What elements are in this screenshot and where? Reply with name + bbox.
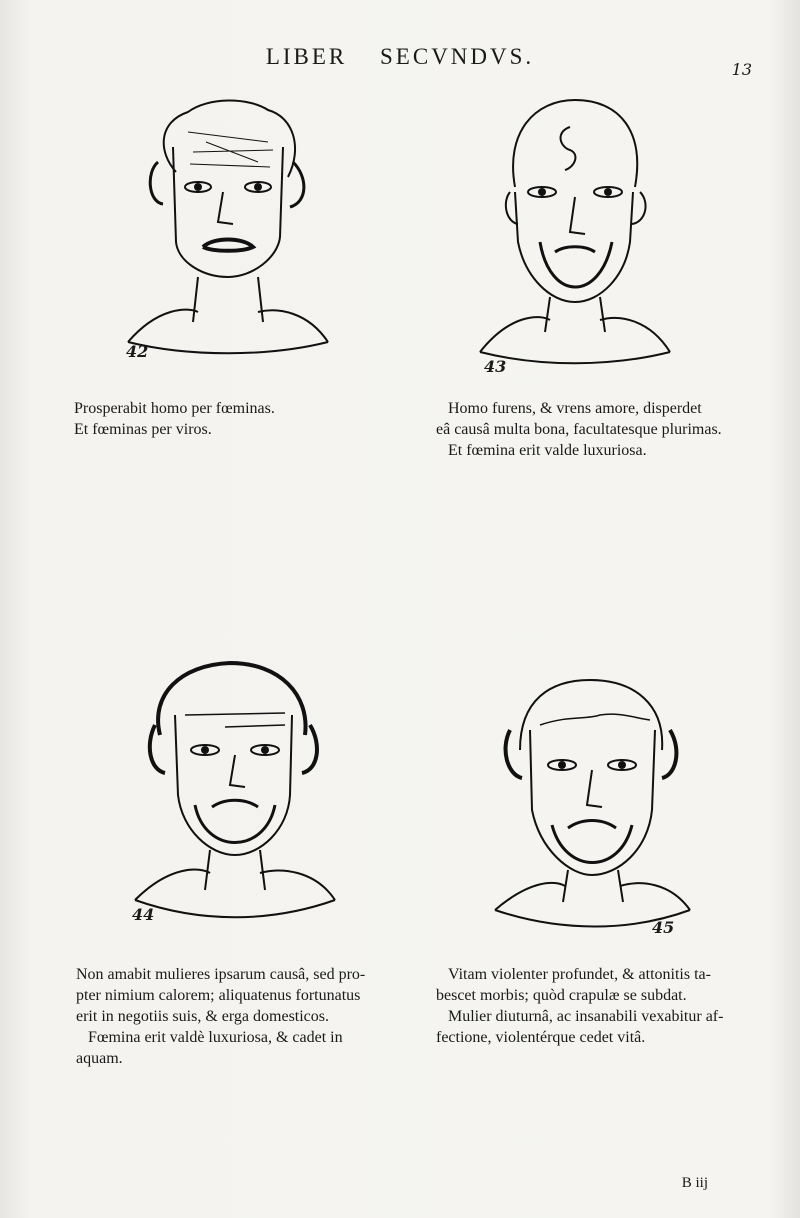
running-head (0, 44, 800, 70)
caption-line: Et fœmina erit valde luxuriosa. (448, 442, 647, 459)
caption-line: fectione, violentérque cedet vitâ. (436, 1029, 646, 1046)
figure-number-44: 44 (132, 905, 155, 924)
figure-number-42: 42 (126, 342, 149, 361)
caption-43 (436, 398, 722, 461)
figure-number-45: 45 (652, 918, 675, 937)
running-head-left: LIBER (265, 44, 348, 69)
portrait-44-icon (130, 655, 340, 925)
signature-mark: B iij (681, 1175, 708, 1191)
caption-line: pter nimium calorem; aliquatenus fortunatus (76, 987, 361, 1004)
portrait-43-icon (470, 92, 680, 367)
caption-line: Prosperabit homo per fœminas. (74, 400, 275, 417)
caption-line: erit in negotiis suis, & erga domesticos. (76, 1008, 330, 1025)
caption-line: Vitam violenter profundet, & attonitis ta- (448, 966, 711, 983)
caption-line: aquam. (76, 1050, 123, 1067)
caption-line: Non amabit mulieres ipsarum causâ, sed pro- (76, 966, 366, 983)
caption-line: Homo furens, & vrens amore, disperdet (448, 400, 702, 417)
caption-45 (436, 964, 723, 1048)
caption-line: Fœmina erit valdè luxuriosa, & cadet in (88, 1029, 343, 1046)
caption-line: Mulier diuturnâ, ac insanabili vexabitur af- (448, 1008, 724, 1025)
caption-42 (74, 398, 275, 440)
caption-line: eâ causâ multa bona, facultatesque plurimas. (436, 421, 722, 438)
caption-44 (76, 964, 365, 1069)
caption-line: Et fœminas per viros. (74, 421, 212, 438)
figure-number-43: 43 (484, 357, 507, 376)
page-number: 13 (731, 60, 752, 79)
caption-line: bescet morbis; quòd crapulæ se subdat. (436, 987, 687, 1004)
portrait-42-icon (118, 92, 338, 362)
portrait-45-icon (490, 670, 700, 940)
running-head-right: SECVNDVS. (380, 44, 535, 69)
